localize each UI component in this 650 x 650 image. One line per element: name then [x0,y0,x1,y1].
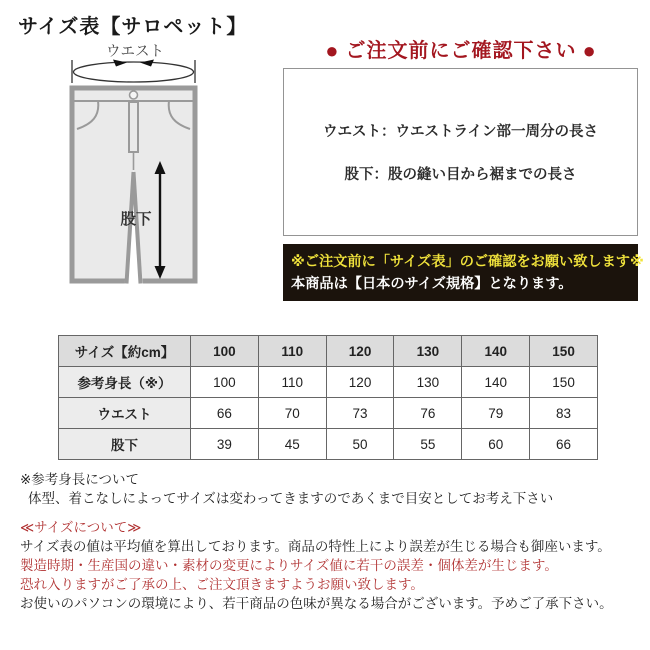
table-cell: 39 [191,429,259,460]
table-cell: 130 [394,336,462,367]
footnote-body-reference-height: 体型、着こなしによってサイズは変わってきますのであくまで目安としてお考え下さい [28,491,554,506]
table-cell: 150 [530,336,598,367]
row-header-waist: ウエスト [59,398,191,429]
table-cell: 120 [326,336,394,367]
table-cell: 45 [258,429,326,460]
waist-arrow-right-icon [140,60,154,67]
footnotes [20,470,640,613]
footnote-request: 恐れ入りますがご了承の上、ご注文頂きますようお願い致します。 [20,577,424,592]
table-cell: 50 [326,429,394,460]
table-cell: 140 [462,367,530,398]
footnote-color-difference: お使いのパソコンの環境により、若干商品の色味が異なる場合がございます。予めご了承下さい。 [20,596,613,611]
footnote-tolerance: 製造時期・生産国の違い・素材の変更によりサイズ値に若干の誤差・個体差が生じます。 [20,558,558,573]
row-header-reference-height: 参考身長（※） [59,367,191,398]
bullet-left-icon: ● [325,38,340,63]
warning-box [283,244,644,301]
table-cell: 110 [258,336,326,367]
table-cell: 83 [530,398,598,429]
waist-arrow-left-icon [113,60,127,67]
footnote-average-values: サイズ表の値は平均値を算出しております。商品の特性上により誤差が生じる場合も御座います。 [20,539,611,554]
table-cell: 100 [191,367,259,398]
waist-ellipse-icon [74,62,194,82]
table-cell: 110 [258,367,326,398]
table-cell: 66 [530,429,598,460]
warning-line-1: ※ご注文前に「サイズ表」のご確認をお願い致します※ [291,253,644,270]
table-cell: 79 [462,398,530,429]
table-row-waist [59,398,598,429]
size-table [58,335,598,460]
table-cell: 66 [191,398,259,429]
table-cell: 60 [462,429,530,460]
warning-line-2: 本商品は【日本のサイズ規格】となります。 [291,275,573,292]
footnote-heading-about-size: ≪サイズについて≫ [20,520,142,535]
table-cell: 150 [530,367,598,398]
table-row-inseam [59,429,598,460]
table-cell: 100 [191,336,259,367]
inseam-definition: 股下：股の縫い目から裾までの長さ [344,167,577,183]
table-cell: 120 [326,367,394,398]
row-header-inseam: 股下 [59,429,191,460]
bullet-right-icon: ● [582,38,597,63]
table-cell: 73 [326,398,394,429]
row-header-size: サイズ【約cm】 [59,336,191,367]
table-cell: 70 [258,398,326,429]
waist-definition: ウエスト：ウエストライン部一周分の長さ [322,124,599,140]
table-cell: 55 [394,429,462,460]
table-row-size [59,336,598,367]
waist-label: ウエスト [106,44,164,60]
table-cell: 140 [462,336,530,367]
measurement-definition-box [283,68,638,236]
notice-header [283,34,639,64]
footnote-heading-reference-height: ※参考身長について [20,472,140,487]
page-title: サイズ表【サロペット】 [18,16,248,38]
table-cell: 130 [394,367,462,398]
notice-header-text: ご注文前にご確認下さい [345,40,577,62]
garment-diagram [40,40,260,306]
table-cell: 76 [394,398,462,429]
inseam-label: 股下 [120,211,152,228]
button-icon [130,91,138,99]
table-row-height [59,367,598,398]
